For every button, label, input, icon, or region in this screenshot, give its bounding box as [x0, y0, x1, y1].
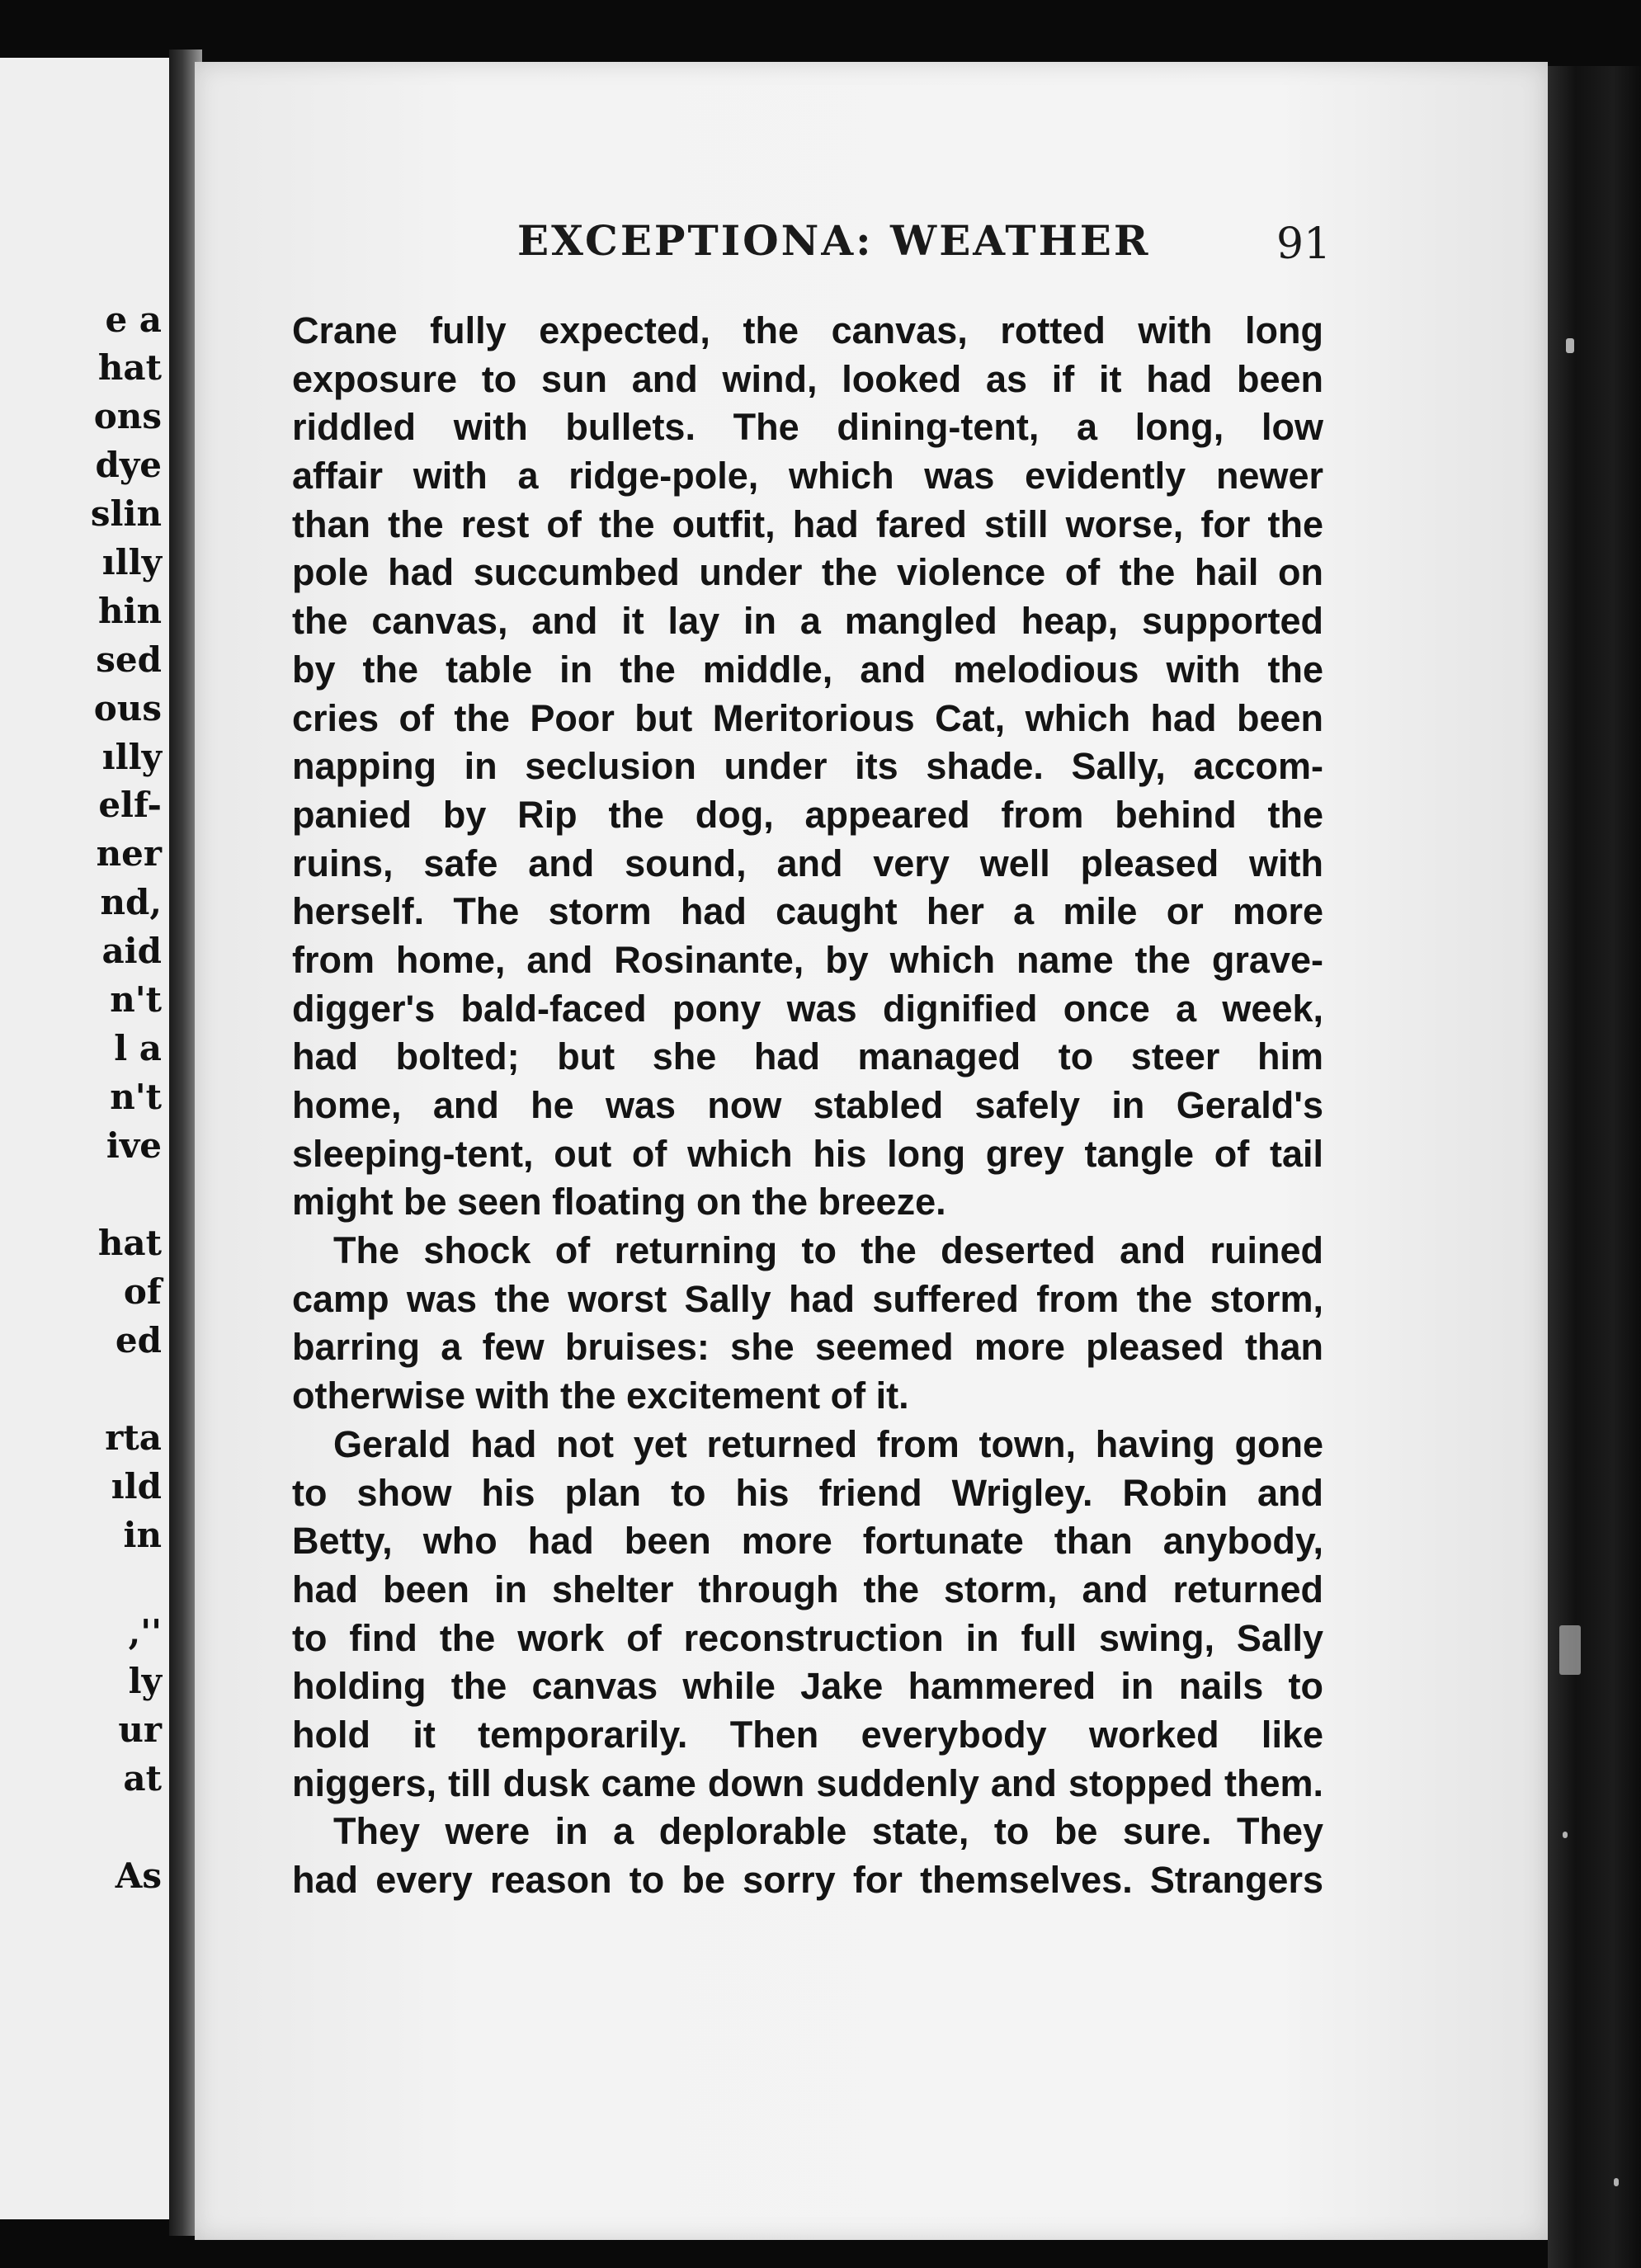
dust-speck [1566, 338, 1574, 353]
text-line: had every reason to be sorry for themselves. Strangers [292, 1859, 1323, 1901]
left-page-fragment: ous [93, 688, 162, 728]
text-line: exposure to sun and wind, looked as if it had been [292, 357, 1323, 400]
text-line: to find the work of reconstruction in full swing, Sally [292, 1616, 1323, 1659]
left-page-fragment: ly [128, 1661, 162, 1701]
text-line: Crane fully expected, the canvas, rotted with long [292, 309, 1323, 351]
text-line: had been in shelter through the storm, and returned [292, 1568, 1323, 1610]
left-page-fragment: at [123, 1758, 162, 1799]
left-page-fragment: ons [93, 396, 162, 436]
text-line: by the table in the middle, and melodious with the [292, 648, 1323, 691]
left-page-fragment: n't [110, 1077, 162, 1117]
text-line: might be seen floating on the breeze. [292, 1181, 946, 1224]
left-page-fragment: sed [96, 639, 162, 680]
text-line: The shock of returning to the deserted and ruined [333, 1229, 1323, 1272]
left-page-fragment: n't [110, 979, 162, 1020]
left-page-fragment: elf- [98, 785, 162, 825]
text-line: niggers, till dusk came down suddenly and stopped them. [292, 1761, 1323, 1804]
text-line: to show his plan to his friend Wrigley. Robin and [292, 1471, 1323, 1514]
left-page-fragment: ur [118, 1709, 162, 1750]
text-line: holding the canvas while Jake hammered in nails to [292, 1665, 1323, 1708]
left-page-fragment: rta [105, 1417, 162, 1458]
dust-speck [1563, 1832, 1568, 1838]
left-page-fragment: nd, [100, 882, 162, 922]
text-line: the canvas, and it lay in a mangled heap, supported [292, 600, 1323, 643]
left-page-fragment: hat [97, 347, 162, 388]
text-line: home, and he was now stabled safely in Gerald's [292, 1084, 1323, 1126]
left-page-fragment: slin [90, 493, 162, 534]
left-page-fragment: ıld [111, 1466, 162, 1506]
text-line: barring a few bruises: she seemed more pleased than [292, 1326, 1323, 1369]
left-page-fragment: hin [97, 591, 162, 631]
text-line: pole had succumbed under the violence of the hail on [292, 551, 1323, 594]
left-page-fragment: l a [114, 1028, 162, 1068]
text-line: herself. The storm had caught her a mile or more [292, 890, 1323, 933]
left-page-fragment: aid [101, 931, 162, 971]
running-head: EXCEPTIONA: WEATHER [517, 216, 1151, 265]
left-page-fragment: hat [97, 1223, 162, 1263]
text-line: cries of the Poor but Meritorious Cat, which had been [292, 696, 1323, 739]
text-line: otherwise with the excitement of it. [292, 1374, 909, 1417]
left-page-fragment: e a [105, 299, 162, 340]
left-page-fragment: ,'' [128, 1612, 162, 1653]
text-line: sleeping-tent, out of which his long grey tangle of tail [292, 1132, 1323, 1175]
left-page-fragment: of [123, 1271, 162, 1312]
body-text [292, 307, 1323, 1905]
left-facing-page [0, 58, 172, 2219]
text-line: Betty, who had been more fortunate than anybody, [292, 1520, 1323, 1563]
text-line: had bolted; but she had managed to steer him [292, 1035, 1323, 1078]
text-line: napping in seclusion under its shade. Sally, accom- [292, 745, 1323, 788]
text-line: from home, and Rosinante, by which name the grave- [292, 938, 1323, 981]
left-page-fragment: As [115, 1855, 162, 1896]
text-line: panied by Rip the dog, appeared from behind the [292, 793, 1323, 836]
text-line: riddled with bullets. The dining-tent, a long, low [292, 406, 1323, 449]
text-line: ruins, safe and sound, and very well pleased with [292, 842, 1323, 884]
dust-speck [1614, 2178, 1619, 2186]
text-line: They were in a deplorable state, to be sure. They [333, 1810, 1323, 1853]
left-page-fragment: dye [95, 445, 162, 485]
text-line: digger's bald-faced pony was dignified once a week, [292, 987, 1323, 1030]
left-page-fragment: ive [106, 1125, 162, 1166]
left-page-fragment: ılly [101, 542, 162, 582]
text-line: affair with a ridge-pole, which was evidently newer [292, 455, 1323, 497]
text-line: camp was the worst Sally had suffered from the storm, [292, 1277, 1323, 1320]
book-binding-edge [1548, 66, 1641, 2268]
dust-speck [1559, 1625, 1581, 1675]
page-number: 91 [1276, 219, 1332, 269]
text-line: than the rest of the outfit, had fared still worse, for the [292, 502, 1323, 545]
left-page-fragment: ed [115, 1320, 162, 1360]
text-line: hold it temporarily. Then everybody worked like [292, 1713, 1323, 1756]
left-page-fragment: in [123, 1515, 162, 1555]
left-page-fragment: ner [96, 833, 162, 874]
text-line: Gerald had not yet returned from town, having gone [333, 1422, 1323, 1465]
left-page-fragment: ılly [101, 737, 162, 777]
